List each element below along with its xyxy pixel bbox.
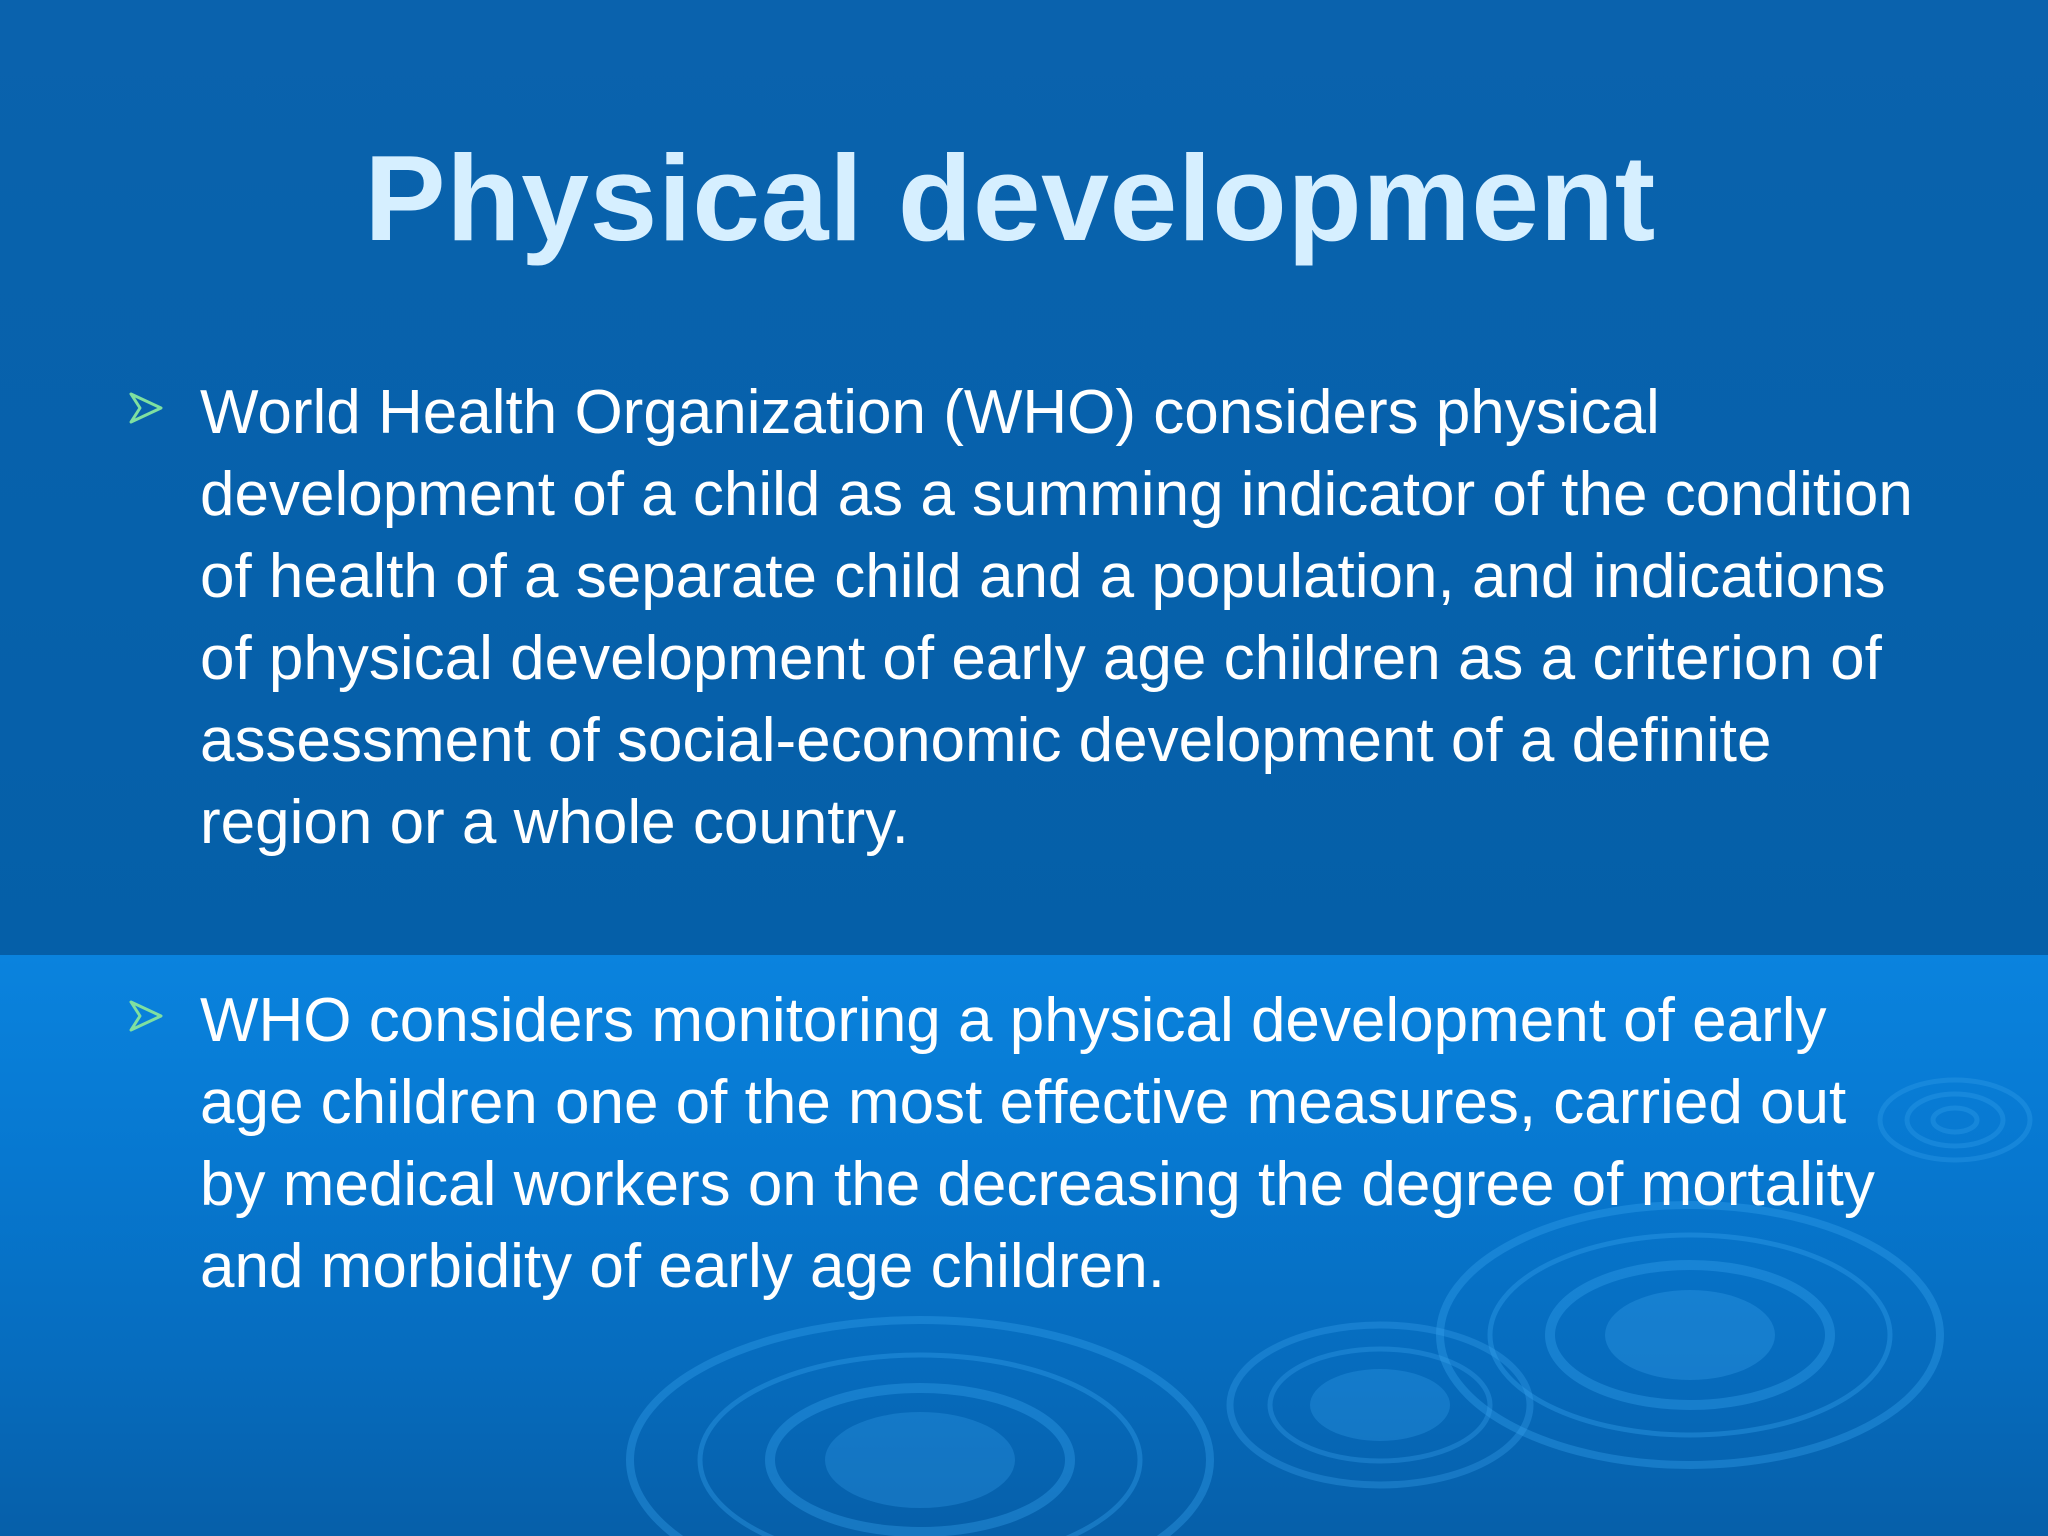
- arrow-bullet-icon: [128, 390, 164, 426]
- bullet-text: World Health Organization (WHO) considers physical development of a child as a summing indicator of the condition of health of a separate child and a population, and indications of physical development of early age children as a criterion of assessment of social-economic development of a definite region or a whole country.: [200, 378, 1913, 857]
- arrow-bullet-icon: [128, 998, 164, 1034]
- slide-title: Physical development: [364, 130, 1656, 266]
- bullet-text: WHO considers monitoring a physical development of early age children one of the most effective measures, carried out by medical workers on the decreasing the degree of mortality and morbidity of early age children.: [200, 986, 1875, 1301]
